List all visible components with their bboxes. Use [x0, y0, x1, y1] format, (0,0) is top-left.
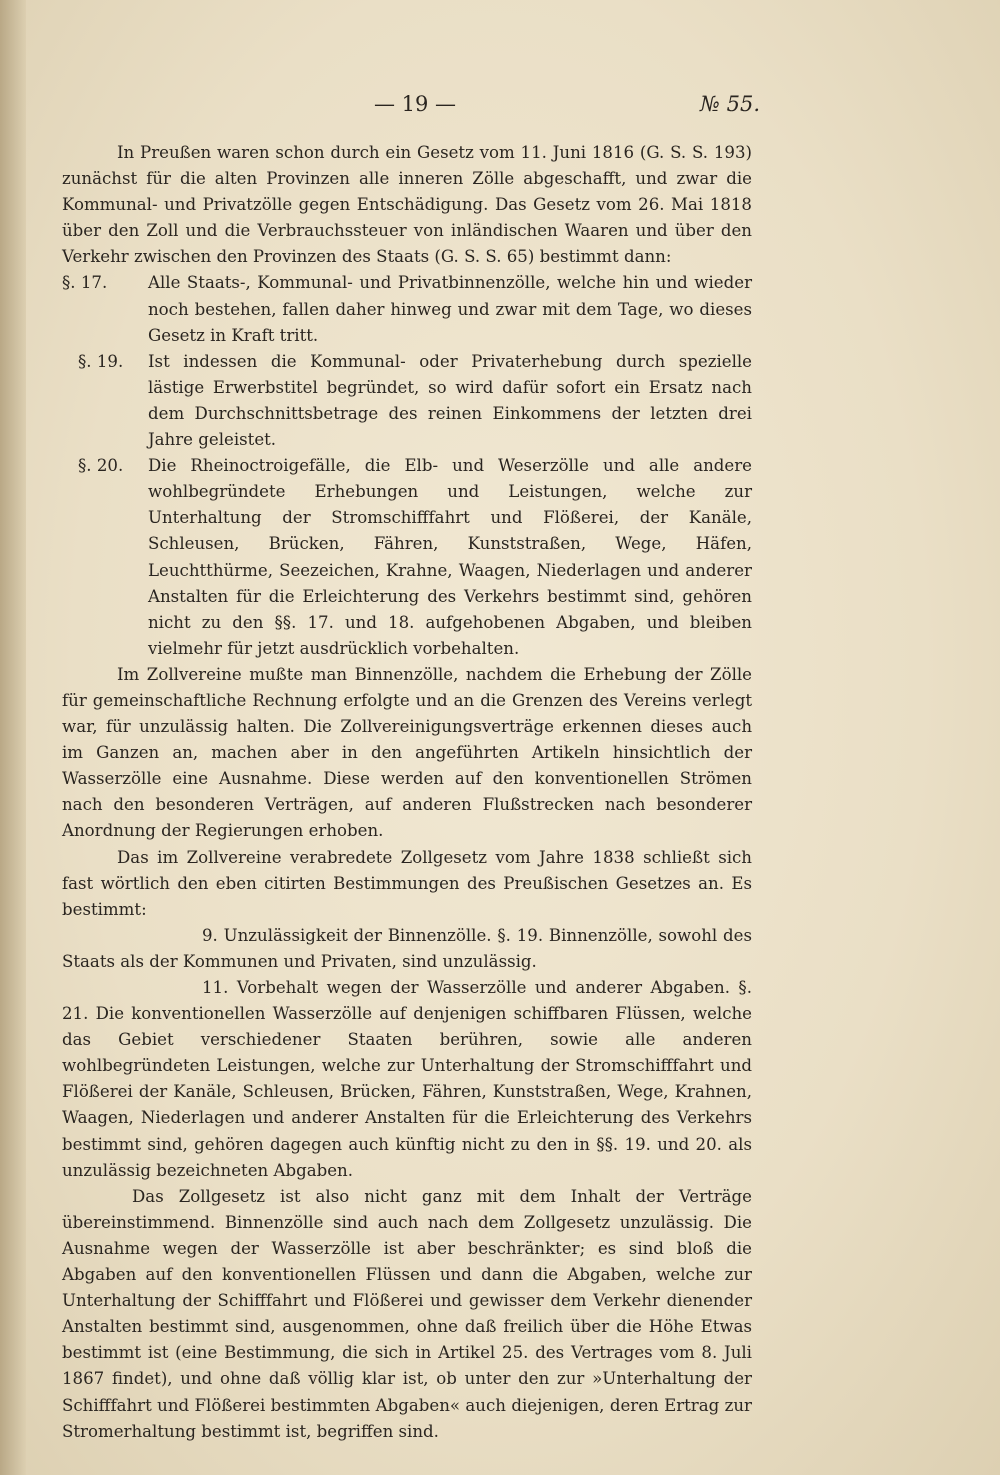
item-11: 11. Vorbehalt wegen der Wasserzölle und anderer Abgaben. §. 21. Die konventionellen Wasserzölle auf denjenigen schiffbaren Flüssen, welche das Gebiet verschiedener Staaten berühren, sowie alle anderen wohlbegründeten Leistungen, welche zur Unterhaltung der Stromschifffahrt und Flößerei der Kanäle, Schleusen, Brücken, Fähren, Kunststraßen, Wege, Krahnen, Waagen, Niederlagen und anderer Anstalten für die Erleichterung des Verkehrs bestimmt sind, gehören dagegen auch künftig nicht zu den in §§. 19. und 20. als unzulässig bezeichneten Abgaben. [62, 978, 752, 1180]
section-19-number: §. 19. [78, 351, 124, 371]
section-19 [62, 349, 752, 453]
paragraph-zollverein: Im Zollvereine mußte man Binnenzölle, nachdem die Erhebung der Zölle für gemeinschaftliche Rechnung erfolgte und an die Grenzen des Vereins verlegt war, für unzulässig halten. Die Zollvereinigungsverträge erkennen dieses auch im Ganzen an, machen aber in den angeführten Artikeln hinsichtlich der Wasserzölle eine Ausnahme. Diese werden auf den konventionellen Strömen nach den besonderen Verträgen, auf anderen Flußstrecken nach besonderer Anordnung der Regierungen erhoben. [62, 664, 752, 841]
section-20 [62, 453, 752, 662]
document-body [62, 140, 752, 1445]
section-17 [62, 270, 752, 348]
section-17-number: §. 17. [62, 273, 108, 293]
section-19-text: Ist indessen die Kommunal- oder Privaterhebung durch spezielle lästige Erwerbstitel begründet, so wird dafür sofort ein Ersatz nach dem Durchschnittsbetrage des reinen Einkommens der letzten drei Jahre geleistet. [148, 351, 752, 450]
paragraph-prussian-law: In Preußen waren schon durch ein Gesetz vom 11. Juni 1816 (G. S. S. 193) zunächst für die alten Provinzen alle inneren Zölle abgeschafft, und zwar die Kommunal- und Privatzölle gegen Entschädigung. Das Gesetz vom 26. Mai 1818 über den Zoll und die Verbrauchssteuer von inländischen Waaren und über den Verkehr zwischen den Provinzen des Staats (G. S. S. 65) bestimmt dann: [62, 143, 752, 267]
page-header [0, 92, 1000, 128]
page-spine-shadow [0, 0, 26, 1475]
section-17-text: Alle Staats-, Kommunal- und Privatbinnenzölle, welche hin und wieder noch bestehen, fallen daher hinweg und zwar mit dem Tage, wo dieses Gesetz in Kraft tritt. [148, 273, 752, 345]
paragraph-conclusion: Das Zollgesetz ist also nicht ganz mit dem Inhalt der Verträge übereinstimmend. Binnenzölle sind auch nach dem Zollgesetz unzulässig. Die Ausnahme wegen der Wasserzölle ist aber beschränkter; es sind bloß die Abgaben auf den konventionellen Flüssen und dann die Abgaben, welche zur Unterhaltung der Schifffahrt und Flößerei und gewisser dem Verkehr dienender Anstalten bestimmt sind, ausgenommen, ohne daß freilich über die Höhe Etwas bestimmt ist (eine Bestimmung, die sich in Artikel 25. des Vertrages vom 8. Juli 1867 findet), und ohne daß völlig klar ist, ob unter den zur »Unterhaltung der Schifffahrt und Flößerei bestimmten Abgaben« auch diejenigen, deren Ertrag zur Stromerhaltung bestimmt ist, begriffen sind. [62, 1186, 752, 1441]
item-9: 9. Unzulässigkeit der Binnenzölle. §. 19. Binnenzölle, sowohl des Staats als der Kommunen und Privaten, sind unzulässig. [62, 925, 752, 971]
paragraph-zollgesetz-1838: Das im Zollvereine verabredete Zollgesetz vom Jahre 1838 schließt sich fast wörtlich den eben citirten Bestimmungen des Preußischen Gesetzes an. Es bestimmt: [62, 847, 752, 919]
document-number: № 55. [700, 92, 760, 116]
section-20-text: Die Rheinoctroigefälle, die Elb- und Weserzölle und alle andere wohlbegründete Erhebungen und Leistungen, welche zur Unterhaltung der Stromschifffahrt und Flößerei, der Kanäle, Schleusen, Brücken, Fähren, Kunststraßen, Wege, Häfen, Leuchtthürme, Seezeichen, Krahne, Waagen, Niederlagen und anderer Anstalten für die Erleichterung des Verkehrs bestimmt sind, gehören nicht zu den §§. 17. und 18. aufgehobenen Abgaben, und bleiben vielmehr für jetzt ausdrücklich vorbehalten. [148, 456, 752, 658]
page-number: — 19 — [373, 92, 457, 116]
section-20-number: §. 20. [78, 456, 124, 476]
